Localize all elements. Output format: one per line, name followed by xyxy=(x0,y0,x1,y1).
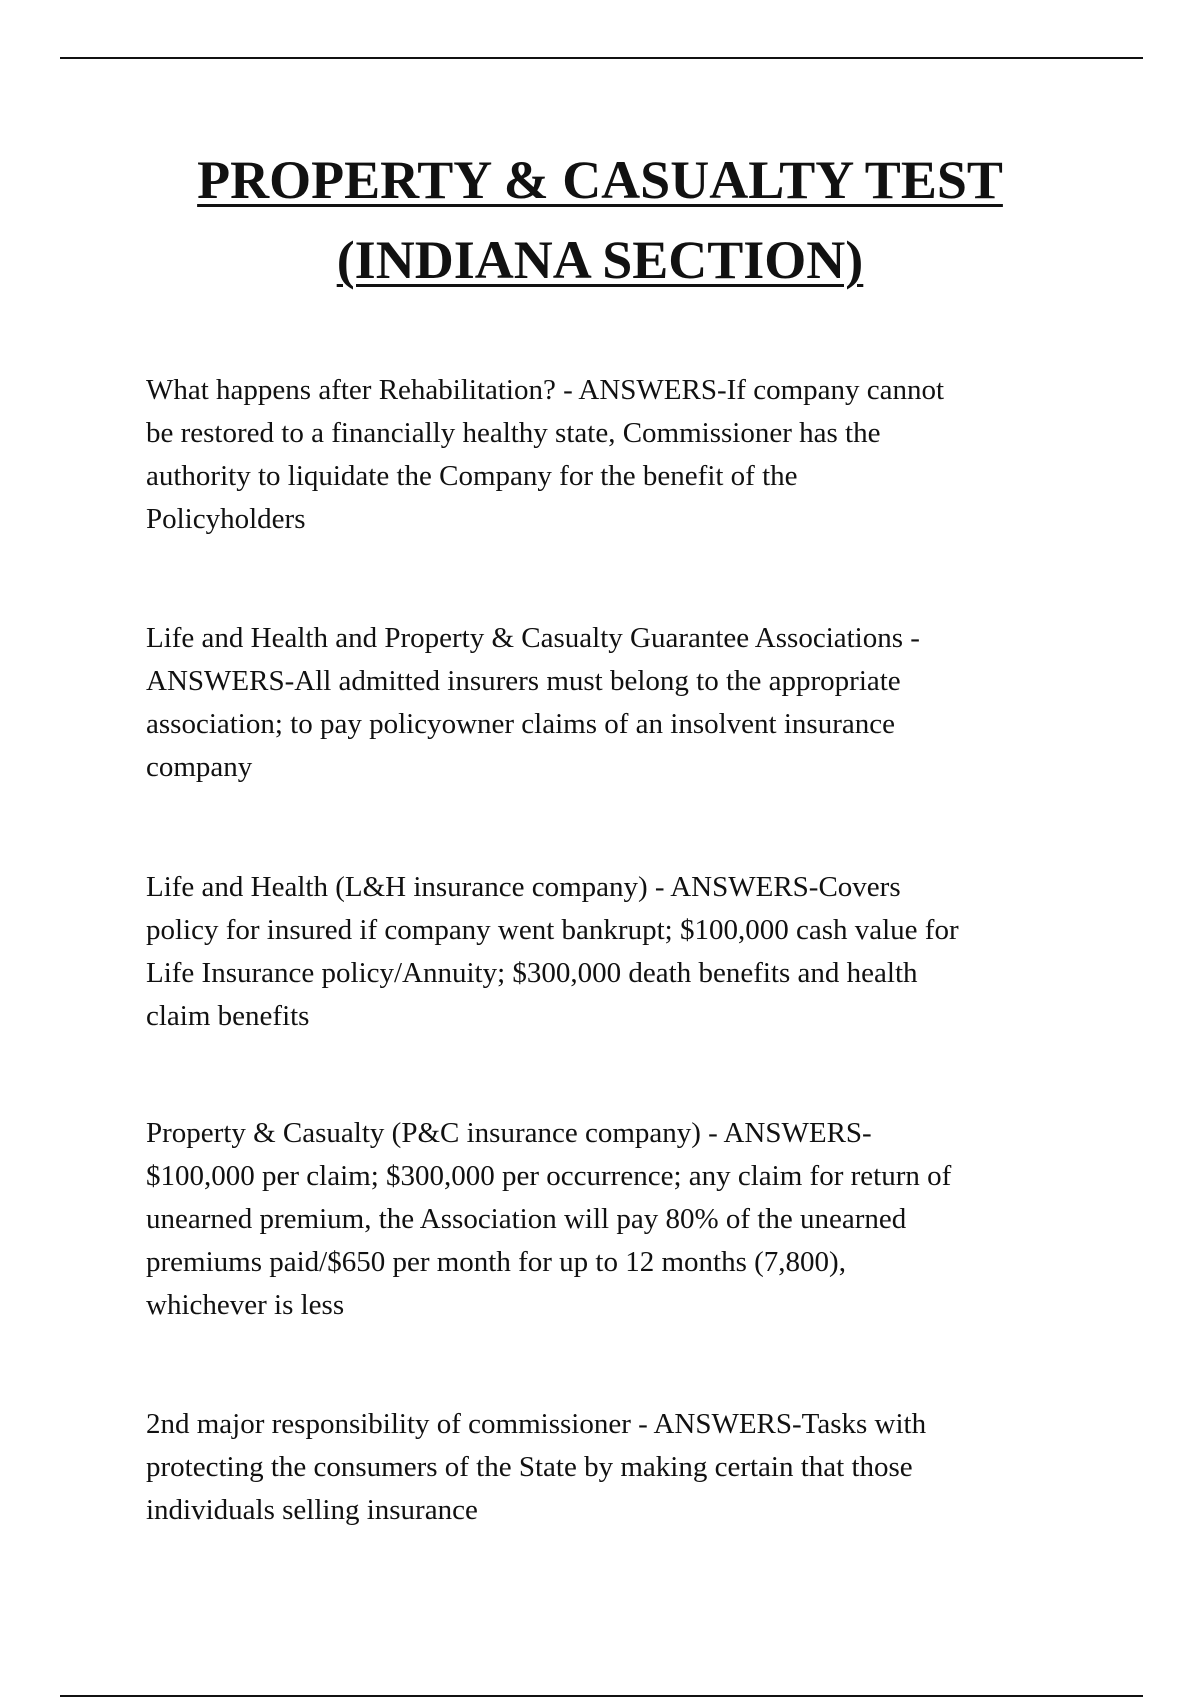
text-line: unearned premium, the Association will pay 80% of the unearned xyxy=(146,1203,907,1235)
title-line: PROPERTY & CASUALTY TEST xyxy=(197,150,1003,210)
text-line: Life and Health (L&H insurance company) - ANSWERS-Covers xyxy=(146,871,901,903)
text-line: Life and Health and Property & Casualty Guarantee Associations - xyxy=(146,622,920,654)
text-line: association; to pay policyowner claims of an insolvent insurance xyxy=(146,708,895,740)
text-line: $100,000 per claim; $300,000 per occurrence; any claim for return of xyxy=(146,1160,952,1192)
text-line: protecting the consumers of the State by making certain that those xyxy=(146,1451,913,1483)
text-line: claim benefits xyxy=(146,1000,310,1032)
qa-entry xyxy=(146,1112,951,1327)
text-line: company xyxy=(146,751,253,783)
text-line: Policyholders xyxy=(146,503,306,535)
top-rule xyxy=(60,57,1143,59)
text-line: individuals selling insurance xyxy=(146,1494,478,1526)
text-line: premiums paid/$650 per month for up to 12 months (7,800), xyxy=(146,1246,846,1278)
text-line: What happens after Rehabilitation? - ANSWERS-If company cannot xyxy=(146,374,945,406)
text-line: 2nd major responsibility of commissioner - ANSWERS-Tasks with xyxy=(146,1408,927,1440)
title-line: (INDIANA SECTION) xyxy=(336,230,864,290)
text-line: be restored to a financially healthy state, Commissioner has the xyxy=(146,417,881,449)
text-line: authority to liquidate the Company for the benefit of the xyxy=(146,460,798,492)
text-line: Property & Casualty (P&C insurance company) - ANSWERS- xyxy=(146,1117,872,1149)
bottom-rule xyxy=(60,1695,1143,1697)
text-line: Life Insurance policy/Annuity; $300,000 death benefits and health xyxy=(146,957,918,989)
qa-entry xyxy=(146,1403,926,1532)
text-line: whichever is less xyxy=(146,1289,345,1321)
page-title xyxy=(0,140,1200,300)
text-line: policy for insured if company went bankrupt; $100,000 cash value for xyxy=(146,914,959,946)
qa-entry xyxy=(146,369,944,541)
qa-entry xyxy=(146,617,920,789)
qa-entry xyxy=(146,866,959,1038)
text-line: ANSWERS-All admitted insurers must belong to the appropriate xyxy=(146,665,901,697)
